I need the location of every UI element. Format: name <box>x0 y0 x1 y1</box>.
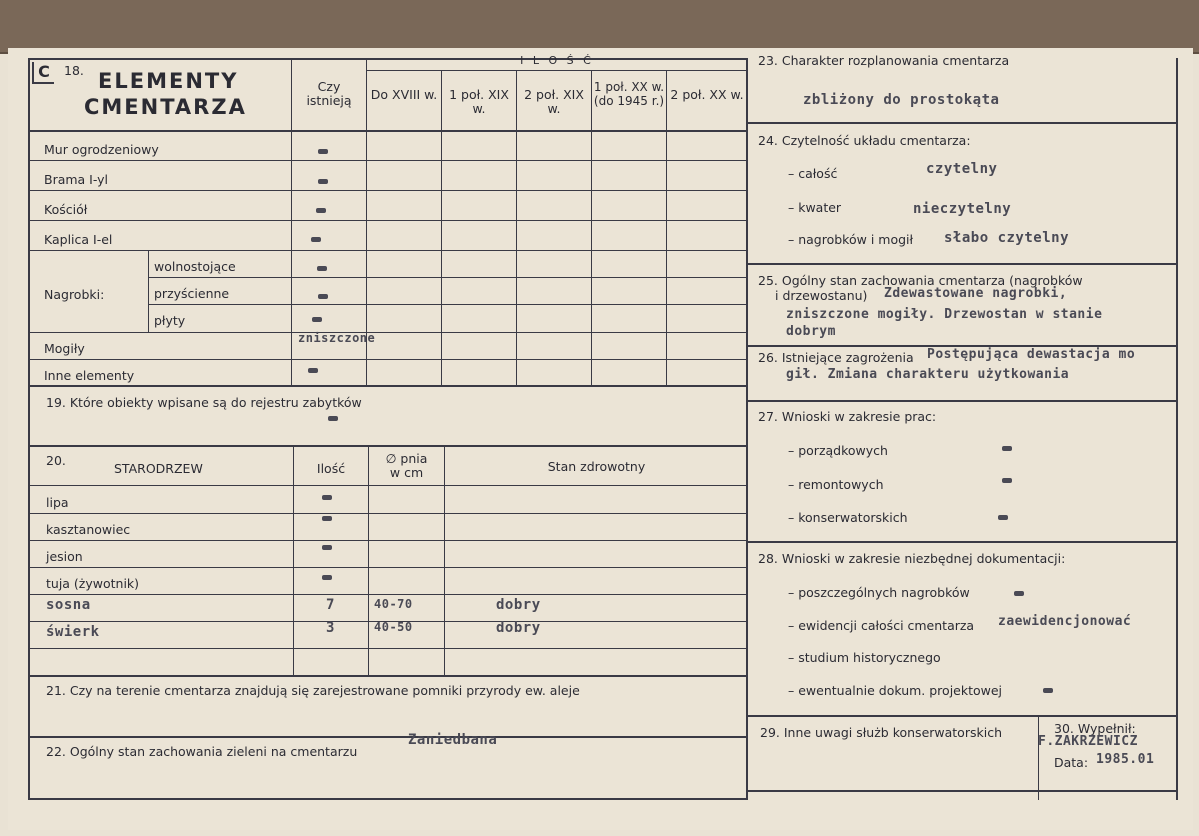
none-mark <box>308 368 318 373</box>
s24-bottom-line <box>748 263 1178 265</box>
works-item: – konserwatorskich <box>788 510 908 525</box>
s20-row-line <box>28 513 748 514</box>
s20-row-line <box>28 648 748 649</box>
tree-name: tuja (żywotnik) <box>46 576 140 591</box>
none-mark <box>322 516 332 521</box>
s28-bottom-line <box>748 715 1178 717</box>
s18-col-line <box>666 70 667 385</box>
section21-label: 21. Czy na terenie cmentarza znajdują się zarejestrowane pomniki przyrody ew. aleje <box>46 683 580 698</box>
documentation-item-label: – ewentualnie dokum. projektowej <box>788 683 1003 698</box>
tree-health: dobry <box>496 597 541 613</box>
tree-diameter: 40-70 <box>374 597 413 611</box>
greenery-condition-value: Zaniedbana <box>408 732 498 748</box>
period-header: 2 poł. XIX w. <box>524 87 584 116</box>
s18-bottom-line <box>28 385 748 387</box>
s21-bottom-line <box>28 736 748 738</box>
works-item: – porządkowych <box>788 443 888 458</box>
s19-bottom-line <box>28 445 748 447</box>
none-mark <box>318 149 328 154</box>
quantity-header: I L O Ś Ć <box>520 54 594 67</box>
none-mark <box>1043 688 1053 693</box>
cemetery-record-card <box>8 48 1193 830</box>
right-bottom-line <box>748 790 1178 792</box>
condition-value-line2: zniszczone mogiły. Drzewostan w stanie <box>786 307 1103 322</box>
section-marker <box>32 62 54 84</box>
s20-row-line <box>28 567 748 568</box>
s18-row-line <box>28 359 748 360</box>
filled-by-value: F.ZAKRZEWICZ <box>1038 734 1138 749</box>
documentation-item-label: – studium historycznego <box>788 650 941 665</box>
s27-bottom-line <box>748 541 1178 543</box>
tree-health: dobry <box>496 620 541 636</box>
documentation-item-label: – poszczególnych nagrobków <box>788 585 970 600</box>
element-row-label: Brama I-yl <box>44 172 109 187</box>
tree-diameter: 40-50 <box>374 620 413 634</box>
tree-name: jesion <box>46 549 83 564</box>
none-mark <box>1002 446 1012 451</box>
period-header: 1 poł. XIX w. <box>449 87 509 116</box>
tree-qty: 7 <box>326 597 335 613</box>
element-row-label: Mogiły <box>44 341 85 356</box>
period-header: Do XVIII w. <box>370 87 438 102</box>
section30-label: 30. Wypełnił: <box>1054 721 1136 736</box>
section20-number: 20. <box>46 453 66 468</box>
tree-name: kasztanowiec <box>46 522 131 537</box>
tree-diameter-header: ∅ pnia <box>385 451 428 466</box>
tree-qty-header: Ilość <box>316 461 346 476</box>
s18-row-line <box>28 190 748 191</box>
none-mark <box>311 237 321 242</box>
tree-health-header: Stan zdrowotny <box>547 459 646 474</box>
legibility-item-value: nieczytelny <box>913 201 1012 217</box>
element-row-label: wolnostojące <box>154 259 236 274</box>
layout-character-value: zbliżony do prostokąta <box>803 92 1000 108</box>
s20-bottom-line <box>28 675 748 677</box>
graves-value: zniszczone <box>298 331 376 345</box>
threats-value-line1: Postępująca dewastacja mo <box>927 347 1136 362</box>
s23-bottom-line <box>748 122 1178 124</box>
s18-row-line <box>28 220 748 221</box>
none-mark <box>998 515 1008 520</box>
none-mark <box>322 545 332 550</box>
section18-title-line1: ELEMENTY <box>98 69 239 93</box>
frame-left-left <box>28 58 30 800</box>
none-mark <box>328 416 338 421</box>
condition-value-line3: dobrym <box>786 324 836 339</box>
s18-row-line <box>28 332 748 333</box>
card-top-edge <box>0 0 1199 54</box>
period-header: 1 poł. XX w. (do 1945 r.) <box>593 80 665 108</box>
legibility-item-value: czytelny <box>926 161 998 177</box>
section19-label: 19. Które obiekty wpisane są do rejestru zabytków <box>46 395 362 410</box>
element-row-label: płyty <box>154 313 186 328</box>
condition-value-line1: Zdewastowane nagrobki, <box>884 286 1068 301</box>
date-value: 1985.01 <box>1096 752 1155 767</box>
s18-row-line <box>148 304 748 305</box>
none-mark <box>1014 591 1024 596</box>
tree-name-typed: sosna <box>46 597 91 613</box>
s18-col-line <box>441 70 442 385</box>
section28-label: 28. Wnioski w zakresie niezbędnej dokumentacji: <box>758 551 1066 566</box>
none-mark <box>318 294 328 299</box>
none-mark <box>318 179 328 184</box>
section24-label: 24. Czytelność układu cmentarza: <box>758 133 971 148</box>
exists-column-header: Czy istnieją <box>306 79 352 108</box>
s29-s30-divider <box>1038 717 1039 800</box>
tree-diameter-unit: w cm <box>389 465 424 480</box>
s20-row-line <box>28 540 748 541</box>
none-mark <box>316 208 326 213</box>
s18-header-line <box>28 130 748 132</box>
section25-label-line1: 25. Ogólny stan zachowania cmentarza (nagrobków <box>758 273 1083 288</box>
none-mark <box>1002 478 1012 483</box>
none-mark <box>312 317 322 322</box>
section20-title: STARODRZEW <box>114 461 203 476</box>
frame-left-bottom <box>28 798 748 800</box>
section26-label: 26. Istniejące zagrożenia <box>758 350 914 365</box>
element-row-label: Kaplica I-el <box>44 232 113 247</box>
s26-bottom-line <box>748 400 1178 402</box>
works-item: – remontowych <box>788 477 884 492</box>
element-row-label: Inne elementy <box>44 368 135 383</box>
section23-label: 23. Charakter rozplanowania cmentarza <box>758 53 1010 68</box>
date-label: Data: <box>1054 755 1089 770</box>
s18-row-line <box>28 250 748 251</box>
s20-col-line <box>293 447 294 675</box>
s18-group-line <box>148 250 149 332</box>
section22-label: 22. Ogólny stan zachowania zieleni na cmentarzu <box>46 744 358 759</box>
s18-col-line <box>591 70 592 385</box>
section25-label-line2: i drzewostanu) <box>775 288 868 303</box>
section27-label: 27. Wnioski w zakresie prac: <box>758 409 937 424</box>
none-mark <box>322 575 332 580</box>
gravestones-group-label: Nagrobki: <box>44 287 105 302</box>
s18-qty-line <box>366 70 748 71</box>
s18-row-line <box>28 160 748 161</box>
s20-header-line <box>28 485 748 486</box>
threats-value-line2: gił. Zmiana charakteru użytkowania <box>786 367 1070 382</box>
legibility-item-label: – nagrobków i mogił <box>788 232 914 247</box>
frame-left-right <box>746 58 748 800</box>
legibility-item-value: słabo czytelny <box>944 230 1070 246</box>
legibility-item-label: – całość <box>788 166 838 181</box>
none-mark <box>322 495 332 500</box>
tree-qty: 3 <box>326 620 335 636</box>
period-header: 2 poł. XX w. <box>670 87 744 102</box>
s20-col-line <box>444 447 445 675</box>
frame-right-right <box>1176 58 1178 800</box>
s18-row-line <box>148 277 748 278</box>
documentation-item-value: zaewidencjonować <box>998 614 1132 629</box>
section-marker-letter: C <box>38 62 50 81</box>
tree-name-typed: świerk <box>46 624 100 640</box>
section29-label: 29. Inne uwagi służb konserwatorskich <box>760 725 1002 740</box>
legibility-item-label: – kwater <box>788 200 842 215</box>
documentation-item-label: – ewidencji całości cmentarza <box>788 618 975 633</box>
element-row-label: Mur ogrodzeniowy <box>44 142 159 157</box>
section18-number: 18. <box>64 63 84 78</box>
s20-col-line <box>368 447 369 675</box>
element-row-label: Kościół <box>44 202 88 217</box>
s20-row-line <box>28 594 748 595</box>
s18-col-line <box>291 60 292 385</box>
s18-col-line <box>516 70 517 385</box>
element-row-label: przyścienne <box>154 286 230 301</box>
section18-title-line2: CMENTARZA <box>84 95 247 119</box>
tree-name: lipa <box>46 495 69 510</box>
none-mark <box>317 266 327 271</box>
